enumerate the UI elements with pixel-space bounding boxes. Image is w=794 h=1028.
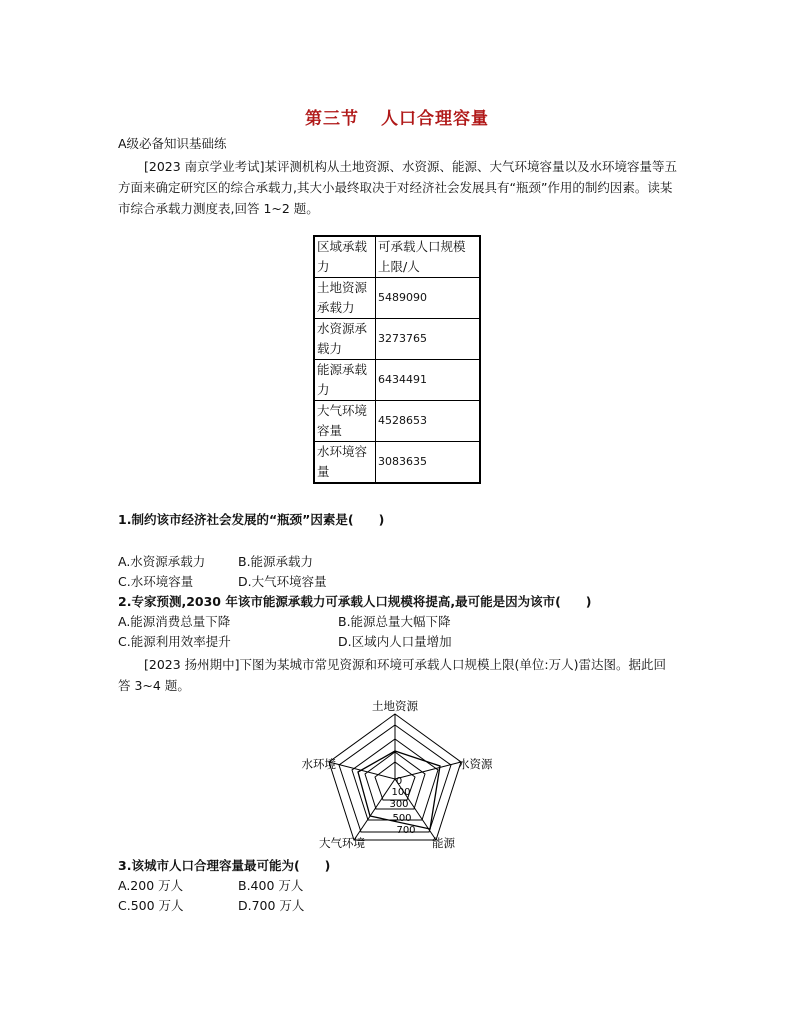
intro-text-2: [2023 扬州期中]下图为某城市常见资源和环境可承载人口规模上限(单位:万人)雷达图。据此回答 3~4 题。: [118, 657, 667, 693]
question-2-option-d: D.区域内人口量增加: [338, 634, 452, 649]
table-cell-name: 土地资源承载力: [314, 278, 376, 319]
question-1-option-d: D.大气环境容量: [238, 574, 327, 589]
table-header-cell: 可承载人口规模上限/人: [376, 236, 481, 278]
question-3-option-c: C.500 万人: [118, 898, 184, 913]
table-cell-value: 3273765: [376, 319, 481, 360]
question-3-option-b: B.400 万人: [238, 878, 304, 893]
radar-axis: [395, 762, 461, 779]
table-cell-name: 能源承载力: [314, 360, 376, 401]
table-cell-value: 4528653: [376, 401, 481, 442]
section-number: 第三节: [305, 109, 359, 129]
radar-axis-label: 能源: [432, 836, 455, 850]
radar-tick-label: 300: [389, 799, 409, 810]
table-cell-value: 5489090: [376, 278, 481, 319]
table-cell-name: 水环境容量: [314, 442, 376, 484]
table-row: [314, 360, 480, 401]
intro-paragraph-2: [118, 654, 678, 696]
section-title: 人口合理容量: [381, 109, 489, 129]
intro-paragraph-1: [118, 156, 678, 219]
page-title: [0, 104, 794, 129]
table-row: [314, 278, 480, 319]
question-1-option-a: A.水资源承载力: [118, 554, 206, 569]
question-1-option-c: C.水环境容量: [118, 574, 194, 589]
question-2-option-c: C.能源利用效率提升: [118, 634, 231, 649]
radar-axis-label: 水资源: [458, 757, 493, 771]
table-header-row: [314, 236, 480, 278]
radar-tick-label: 500: [392, 813, 412, 824]
question-3-stem: 3.该城市人口合理容量最可能为( ): [118, 858, 331, 873]
radar-axis: [329, 762, 395, 779]
question-2-stem: 2.专家预测,2030 年该市能源承载力可承载人口规模将提高,最可能是因为该市( ): [118, 594, 592, 609]
table-row: [314, 401, 480, 442]
radar-tick-label: 0: [395, 776, 403, 787]
table-cell-value: 3083635: [376, 442, 481, 484]
question-2-option-a: A.能源消费总量下降: [118, 614, 231, 629]
capacity-table: [313, 235, 481, 484]
question-1-option-b: B.能源承载力: [238, 554, 314, 569]
question-3-option-a: A.200 万人: [118, 878, 184, 893]
radar-axis-label: 大气环境: [319, 836, 365, 850]
question-1-stem: 1.制约该市经济社会发展的“瓶颈”因素是( ): [118, 512, 385, 527]
radar-tick-label: 700: [396, 825, 416, 836]
table-cell-value: 6434491: [376, 360, 481, 401]
radar-axis-label: 水环境: [301, 757, 336, 771]
level-label: A级必备知识基础练: [118, 136, 227, 151]
radar-chart: [290, 696, 510, 854]
intro-text-1: [2023 南京学业考试]某评测机构从土地资源、水资源、能源、大气环境容量以及水环境容量等五方面来确定研究区的综合承载力,其大小最终取决于对经济社会发展具有“瓶颈”作用的制约因素。读某市综合承载力测度表,回答 1~2 题。: [118, 159, 678, 216]
table-row: [314, 319, 480, 360]
question-3-option-d: D.700 万人: [238, 898, 305, 913]
radar-axis-label: 土地资源: [372, 699, 418, 713]
radar-tick-label: 100: [391, 787, 411, 798]
table-header-cell: 区域承载力: [314, 236, 376, 278]
question-2-option-b: B.能源总量大幅下降: [338, 614, 451, 629]
table-cell-name: 大气环境容量: [314, 401, 376, 442]
table-row: [314, 442, 480, 484]
table-cell-name: 水资源承载力: [314, 319, 376, 360]
